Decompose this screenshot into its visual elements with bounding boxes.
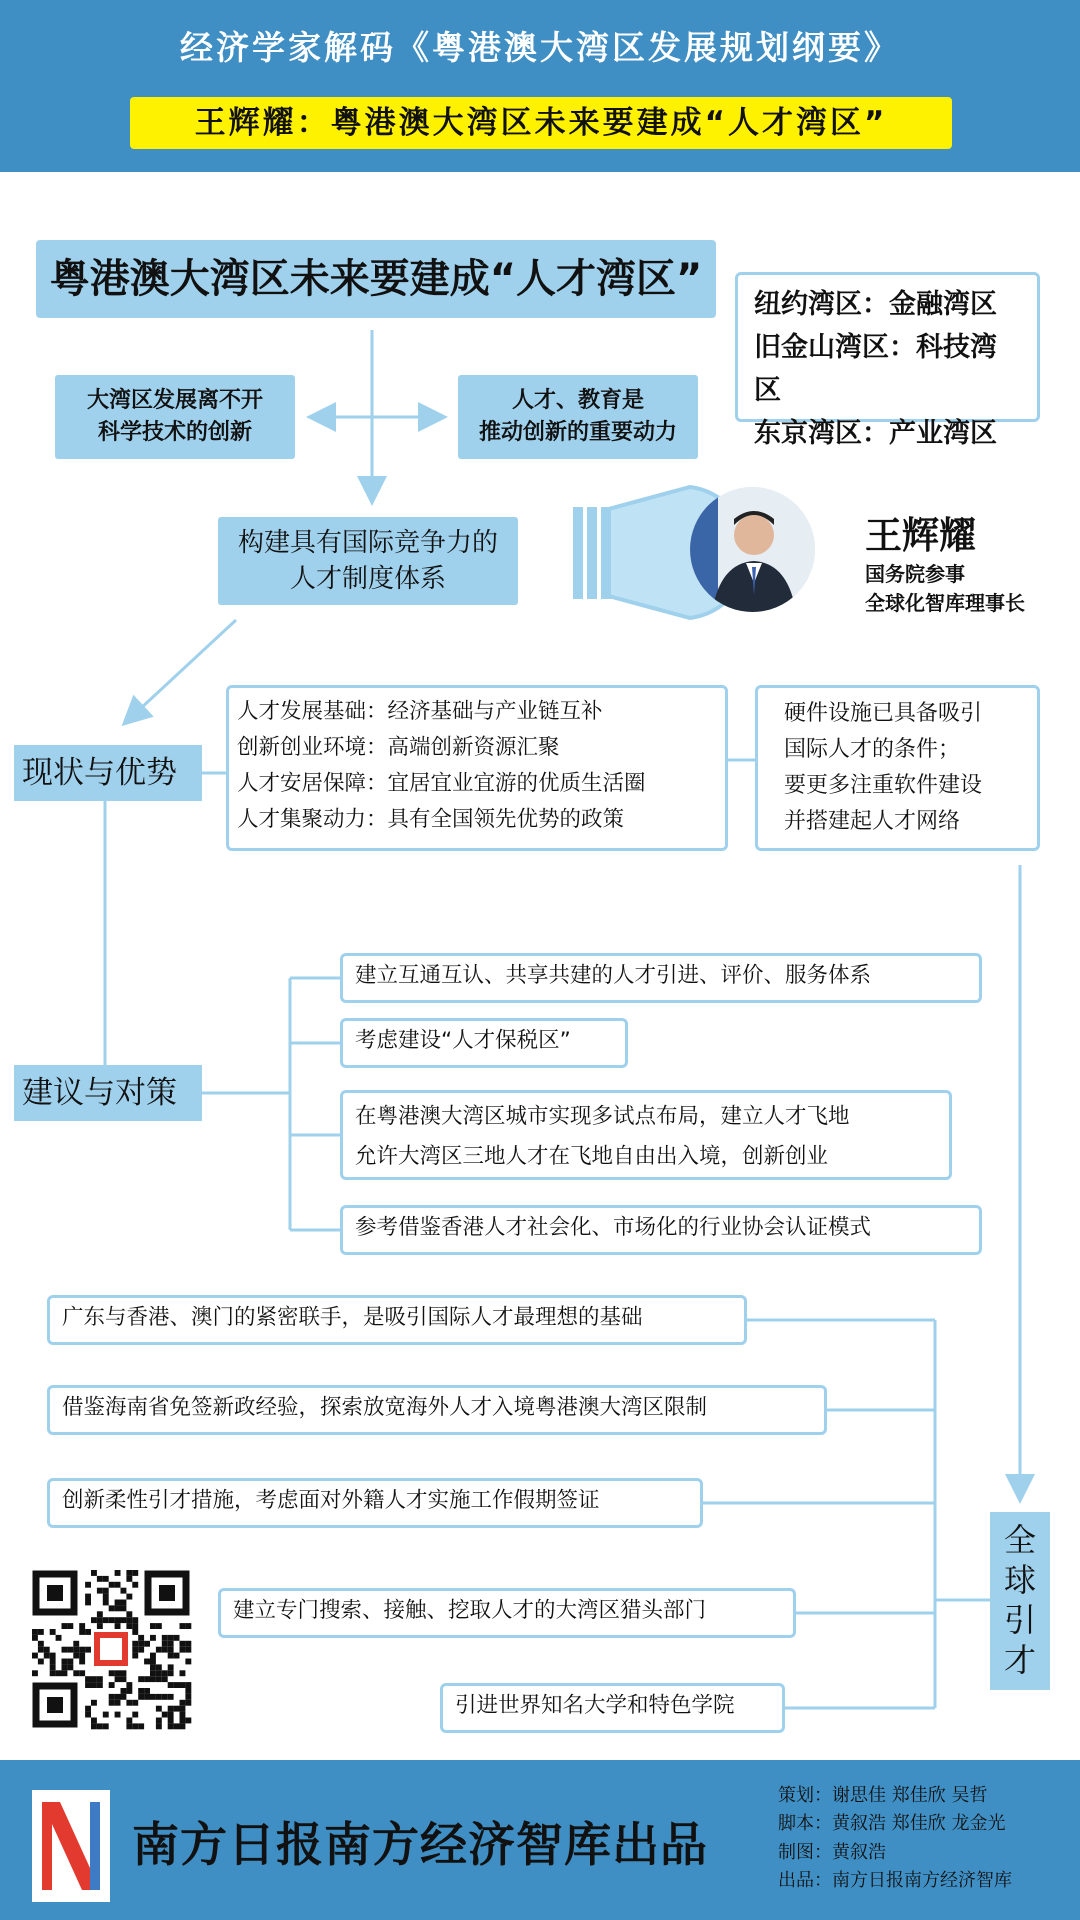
education-line-1: 人才、教育是 — [511, 388, 644, 413]
header-subtitle: 王辉耀：粤港澳大湾区未来要建成“人才湾区” — [130, 97, 952, 149]
global-label-char: 才 — [1003, 1641, 1036, 1679]
advice-item — [340, 953, 982, 1003]
credit-line: 策划：谢思佳 郑佳欣 吴哲 — [778, 1785, 988, 1806]
person-title-2: 全球化智库理事长 — [865, 591, 1025, 615]
section-label-advice: 建议与对策 — [14, 1065, 202, 1121]
credit-line: 脚本：黄叙浩 郑佳欣 龙金光 — [778, 1813, 1006, 1834]
n-logo-icon — [32, 1790, 110, 1902]
footer-brand-text: 南方日报南方经济智库出品 — [132, 1818, 708, 1873]
status-item: 创新创业环境：高端创新资源汇聚 — [237, 735, 560, 760]
innovation-line-2: 科学技术的创新 — [97, 420, 252, 445]
hardware-note-line: 硬件设施已具备吸引 — [784, 701, 983, 726]
advice-item — [340, 1205, 982, 1255]
global-label-char: 全 — [1003, 1521, 1036, 1559]
bay-item-newyork: 纽约湾区：金融湾区 — [754, 289, 997, 320]
portrait-avatar — [690, 487, 815, 612]
hardware-note-box — [755, 685, 1040, 851]
status-list-box — [226, 685, 728, 851]
hardware-note-line: 国际人才的条件； — [784, 737, 961, 762]
bay-comparison-box — [735, 272, 1040, 449]
global-item: 引进世界知名大学和特色学院 — [440, 1683, 785, 1733]
main-title: 粤港澳大湾区未来要建成“人才湾区” — [36, 240, 716, 318]
advice-item — [340, 1090, 952, 1180]
education-line-2: 推动创新的重要动力 — [478, 420, 677, 445]
talent-system-line-2: 人才制度体系 — [289, 564, 446, 594]
qr-code-icon[interactable] — [30, 1568, 192, 1730]
status-item: 人才集聚动力：具有全国领先优势的政策 — [237, 807, 625, 832]
talent-system-line-1: 构建具有国际竞争力的 — [237, 528, 498, 558]
bay-item-tokyo: 东京湾区：产业湾区 — [754, 418, 997, 449]
brand-logo — [32, 1790, 110, 1902]
credit-line: 制图：黄叙浩 — [778, 1842, 886, 1863]
section-label-status: 现状与优势 — [14, 745, 202, 801]
arrow-to-status — [126, 620, 236, 722]
credit-line: 出品：南方日报南方经济智库 — [778, 1870, 1012, 1891]
bay-item-sanfrancisco: 旧金山湾区：科技湾区 — [754, 332, 997, 406]
person-name: 王辉耀 — [865, 514, 976, 557]
advice-item-text: 允许大湾区三地人才在飞地自由出入境，创新创业 — [355, 1144, 829, 1169]
advice-item — [340, 1018, 628, 1068]
innovation-line-1: 大湾区发展离不开 — [86, 388, 263, 413]
status-item: 人才安居保障：宜居宜业宜游的优质生活圈 — [237, 771, 646, 796]
advice-item-text: 在粤港澳大湾区城市实现多试点布局，建立人才飞地 — [355, 1104, 850, 1129]
talent-system-box — [218, 517, 518, 605]
hardware-note-line: 要更多注重软件建设 — [784, 773, 983, 798]
advice-item-text: 建立互通互认、共享共建的人才引进、评价、服务体系 — [355, 963, 872, 988]
header-title: 经济学家解码《粤港澳大湾区发展规划纲要》 — [180, 28, 900, 67]
global-item: 创新柔性引才措施，考虑面对外籍人才实施工作假期签证 — [47, 1478, 703, 1528]
advice-item-text: 参考借鉴香港人才社会化、市场化的行业协会认证模式 — [355, 1215, 872, 1240]
status-item: 人才发展基础：经济基础与产业链互补 — [237, 699, 603, 724]
global-label-char: 引 — [1003, 1601, 1036, 1639]
advice-item-text: 考虑建设“人才保税区” — [355, 1028, 571, 1053]
global-item: 建立专门搜索、接触、挖取人才的大湾区猎头部门 — [218, 1588, 796, 1638]
education-box — [458, 375, 698, 459]
global-label-char: 球 — [1003, 1561, 1036, 1599]
hardware-note-line: 并搭建起人才网络 — [784, 809, 961, 834]
global-item: 广东与香港、澳门的紧密联手，是吸引国际人才最理想的基础 — [47, 1295, 747, 1345]
innovation-box — [55, 375, 295, 459]
global-item: 借鉴海南省免签新政经验，探索放宽海外人才入境粤港澳大湾区限制 — [47, 1385, 827, 1435]
section-label-global — [990, 1512, 1050, 1690]
person-title-1: 国务院参事 — [865, 562, 965, 586]
person-icon — [690, 487, 815, 612]
